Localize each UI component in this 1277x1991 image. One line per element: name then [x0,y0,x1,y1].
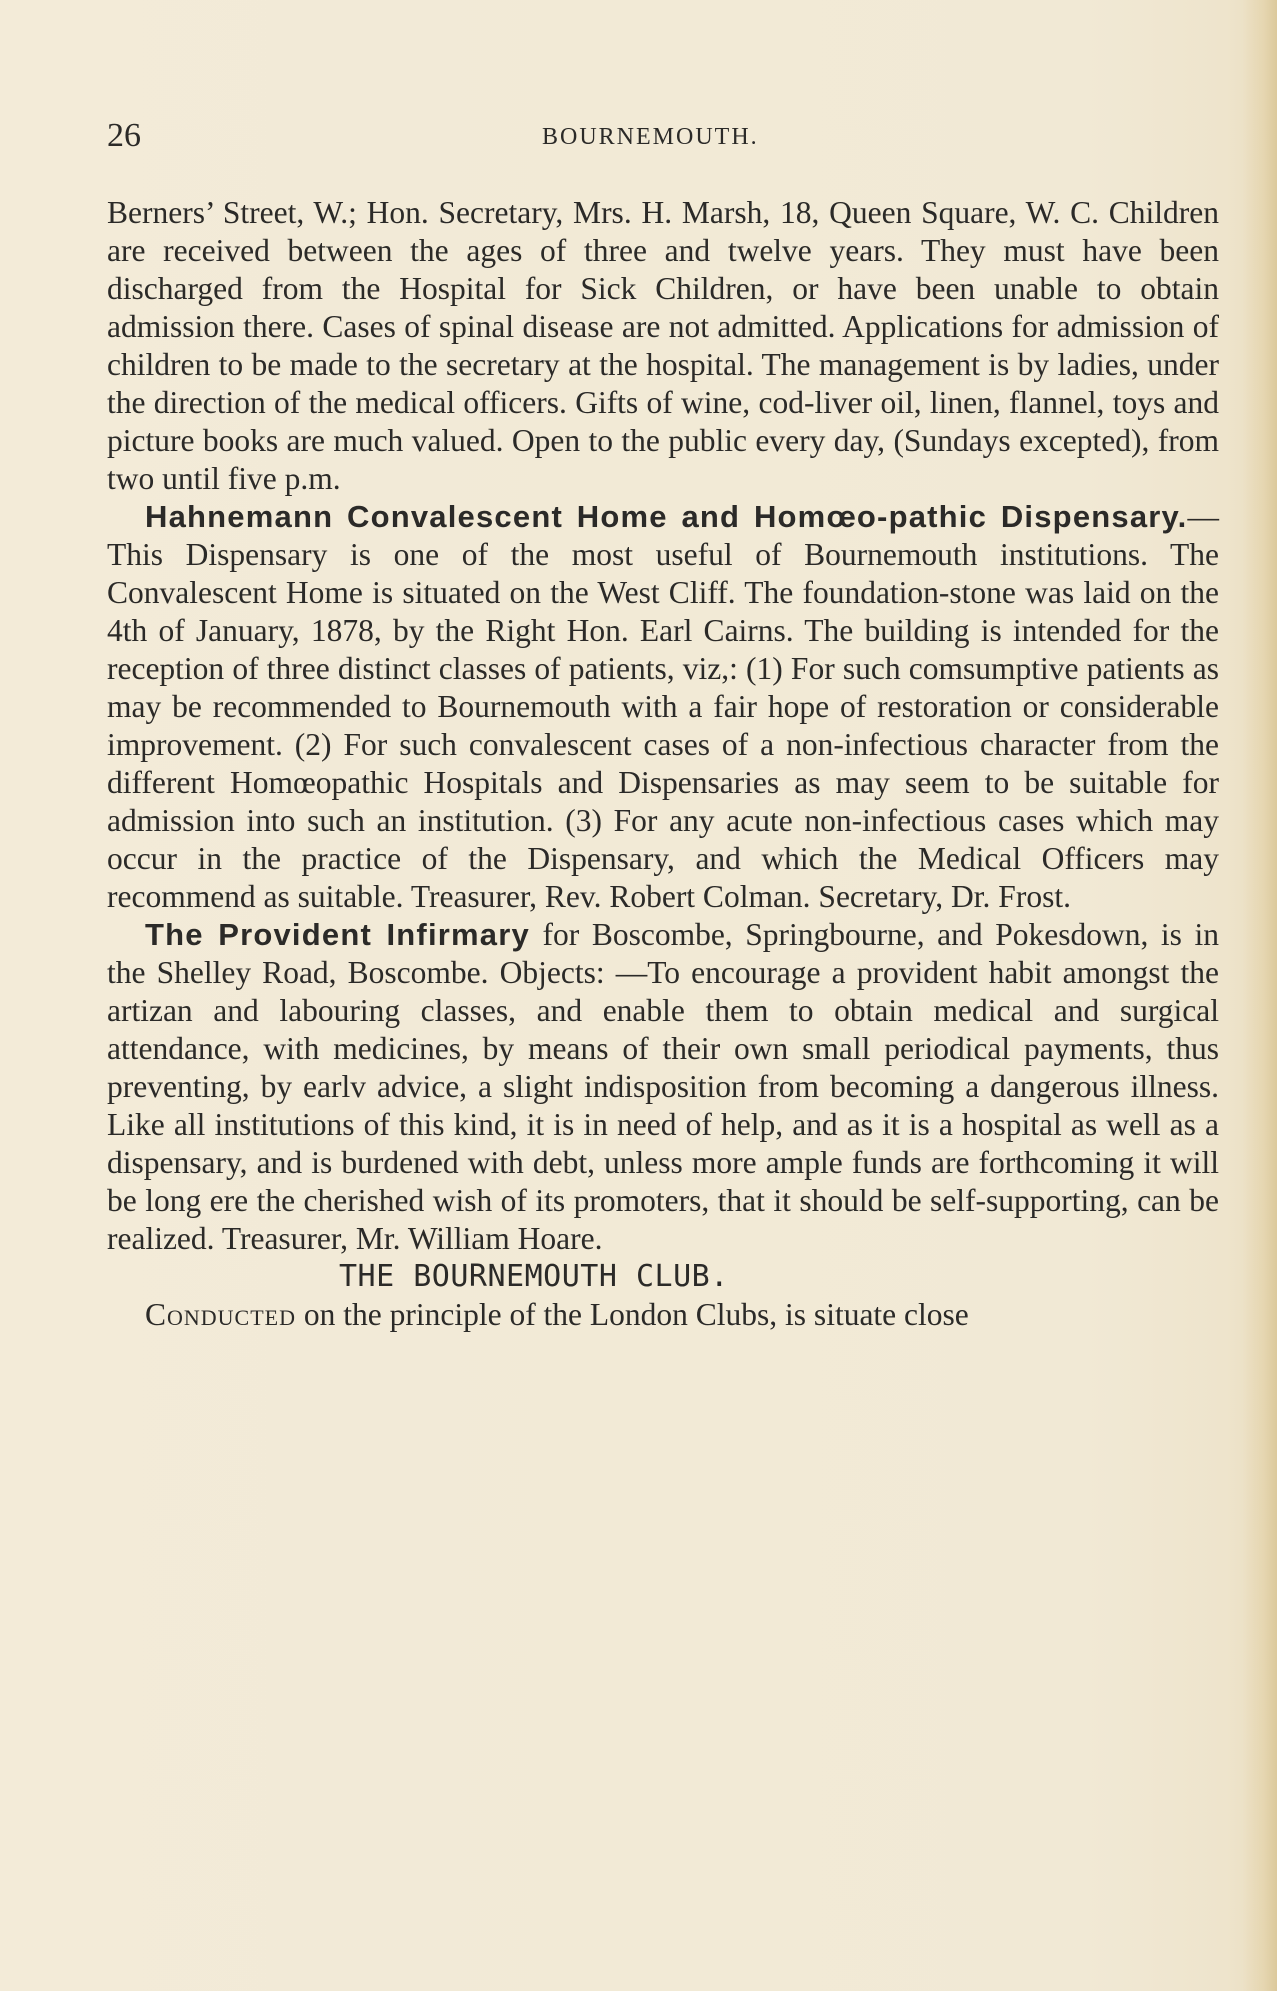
page-number: 26 [107,117,141,154]
hahnemann-heading: Hahnemann Convalescent Home and Homœo-pathic Dispensary. [145,499,1188,534]
running-title: BOURNEMOUTH. [542,124,759,150]
paragraph-hahnemann [107,498,1219,916]
hahnemann-body: —This Dispensary is one of the most useful of Bournemouth institutions. The Convalescent Home is situated on the West Cliff. The foundation-stone was laid on the 4th of January, 1878, by the Right Hon. Earl Cairns. The building is intended for the reception of three distinct classes of patients, viz,: (1) For such comsumptive patients as may be recommended to Bournemouth with a fair hope of restoration or considerable improvement. (2) For such convalescent cases of a non-infectious character from the different Homœopathic Hospitals and Dispensaries as may seem to be suitable for admission into such an institution. (3) For any acute non-infectious cases which may occur in the practice of the Dispensary, and which the Medical Officers may recommend as suitable. Treasurer, Rev. Robert Colman. Secretary, Dr. Frost. [107,499,1219,914]
club-lead-word: Conducted [145,1297,296,1332]
provident-infirmary-heading: The Provident Infirmary [145,917,530,952]
paragraph-childrens-home: Berners’ Street, W.; Hon. Secretary, Mrs. H. Marsh, 18, Queen Square, W. C. Children are received between the ages of three and twelve years. They must have been discharged from the Hospital for Sick Children, or have been unable to obtain admission there. Cases of spinal disease are not admitted. Applications for admission of children to be made to the secretary at the hospital. The management is by ladies, under the direction of the medical officers. Gifts of wine, cod-liver oil, linen, flannel, toys and picture books are much valued. Open to the public every day, (Sundays excepted), from two until five p.m. [107,195,1219,496]
club-body: on the principle of the London Clubs, is situate close [296,1297,969,1332]
page-edge-shadow [1243,0,1277,1991]
provident-infirmary-body: for Boscombe, Springbourne, and Pokesdown, is in the Shelley Road, Boscombe. Objects: —To encourage a provident habit amongst the artizan and labouring classes, and enable them to obtain medical and surgical attendance, with medicines, by means of their own small periodical payments, thus preventing, by earlv advice, a slight indisposition from becoming a dangerous illness. Like all institutions of this kind, it is in need of help, and as it is a hospital as well as a dispensary, and is burdened with debt, unless more ample funds are forthcoming it will be long ere the cherished wish of its promoters, that it should be self-supporting, can be realized. Treasurer, Mr. William Hoare. [107,917,1219,1256]
running-head [107,118,1219,154]
section-heading-club: THE BOURNEMOUTH CLUB. [339,1259,729,1294]
paragraph-club [107,1296,1219,1334]
paragraph-provident-infirmary [107,916,1219,1258]
page-content [107,118,1219,1334]
